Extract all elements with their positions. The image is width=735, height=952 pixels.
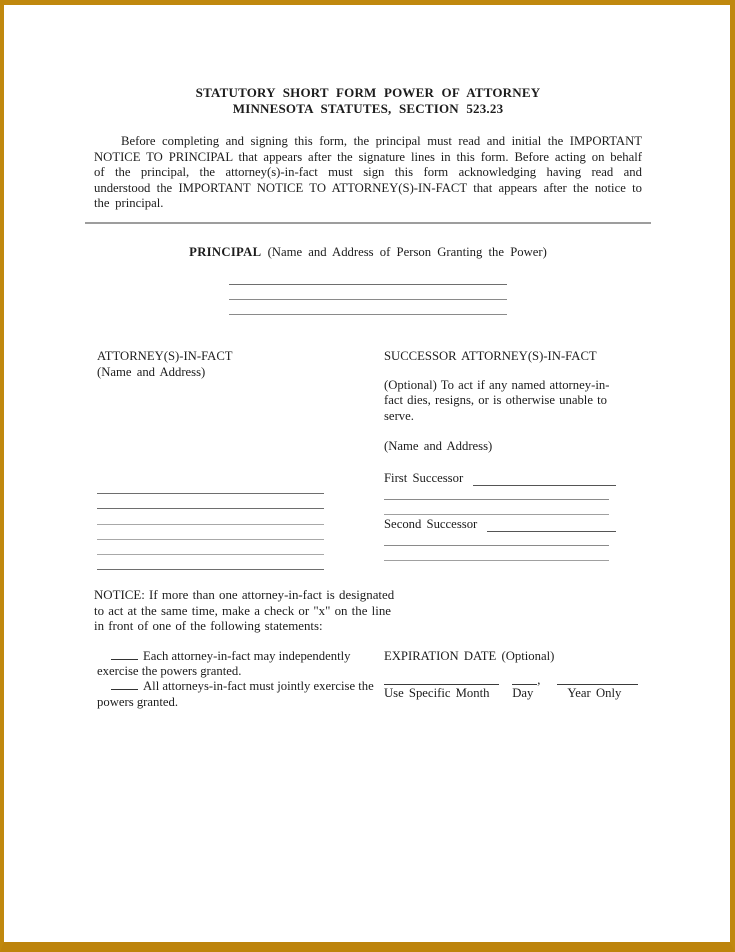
- second-successor-name-line[interactable]: [487, 519, 616, 532]
- expiration-day-line[interactable]: [512, 673, 537, 685]
- first-successor-label: First Successor: [384, 471, 464, 486]
- intro-paragraph: Before completing and signing this form, the principal must read and initial the IMPORTANT NOTICE TO PRINCIPAL that appears after the signature lines in this form. Before acting on behalf of the principal, the attorney(s)-in-fact must sign this form acknowledging having read and understood the IMPORTANT NOTICE TO ATTORNEY(S)-IN-FACT that appears after the notice to the principal.: [94, 134, 642, 211]
- expiration-labels: [384, 686, 638, 701]
- expiration-comma: ,: [537, 672, 541, 687]
- notice-paragraph: NOTICE: If more than one attorney-in-fact is designated to act at the same time, make a check or "x" on the line in front of one of the following statements:: [94, 588, 395, 634]
- principal-address-line-2[interactable]: [229, 300, 507, 315]
- attorney-fill-lines: [97, 479, 324, 570]
- attorney-column: [94, 348, 384, 570]
- attorney-line-2[interactable]: [97, 494, 324, 509]
- expiration-month-label: Use Specific Month: [384, 685, 490, 700]
- option-joint-checkline[interactable]: [111, 679, 138, 690]
- expiration-day-label: Day: [512, 685, 534, 700]
- first-successor-address-line-2[interactable]: [384, 500, 609, 515]
- first-successor-address-line-1[interactable]: [384, 486, 609, 500]
- option-joint-text: All attorneys-in-fact must jointly exercise the powers granted.: [97, 679, 374, 709]
- form-title: [94, 85, 642, 117]
- option-independent: [97, 649, 384, 680]
- section-divider: [85, 222, 651, 224]
- second-successor-row: [384, 517, 616, 532]
- form-title-line1: STATUTORY SHORT FORM POWER OF ATTORNEY: [195, 85, 541, 100]
- attorney-line-4[interactable]: [97, 525, 324, 540]
- option-joint: [97, 679, 384, 710]
- bottom-row: [94, 649, 642, 710]
- principal-fill-lines: [229, 270, 507, 315]
- expiration-month-line[interactable]: [384, 673, 499, 685]
- form-content: [4, 5, 730, 710]
- principal-address-line-1[interactable]: [229, 285, 507, 300]
- principal-sublabel: (Name and Address of Person Granting the Power): [267, 244, 547, 259]
- attorney-subheading: (Name and Address): [97, 364, 206, 379]
- first-successor-name-line[interactable]: [473, 473, 616, 486]
- principal-name-line[interactable]: [229, 270, 507, 285]
- second-successor-address-line-1[interactable]: [384, 532, 609, 546]
- attorney-line-1[interactable]: [97, 479, 324, 494]
- notice-options: [94, 649, 384, 710]
- attorney-line-3[interactable]: [97, 509, 324, 524]
- second-successor-address-line-2[interactable]: [384, 546, 609, 561]
- attorney-successor-columns: [94, 348, 642, 570]
- expiration-year-line[interactable]: [557, 673, 638, 685]
- principal-heading: [94, 245, 642, 260]
- option-independent-text: Each attorney-in-fact may independently exercise the powers granted.: [97, 648, 351, 679]
- option-independent-checkline[interactable]: [111, 649, 138, 660]
- expiration-fill-lines: [384, 673, 638, 685]
- successor-subheading: (Name and Address): [384, 439, 493, 454]
- form-title-line2: MINNESOTA STATUTES, SECTION 523.23: [232, 101, 504, 116]
- principal-label: PRINCIPAL: [189, 244, 262, 259]
- successor-optional-note: (Optional) To act if any named attorney-in-fact dies, resigns, or is otherwise unable to serve.: [384, 377, 610, 423]
- attorney-line-5[interactable]: [97, 540, 324, 555]
- first-successor-row: [384, 471, 616, 486]
- expiration-year-label: Year Only: [567, 685, 622, 700]
- expiration-section: [384, 649, 638, 710]
- successor-heading: SUCCESSOR ATTORNEY(S)-IN-FACT: [384, 348, 597, 363]
- second-successor-label: Second Successor: [384, 517, 478, 532]
- attorney-heading: ATTORNEY(S)-IN-FACT: [97, 348, 233, 363]
- expiration-heading: EXPIRATION DATE (Optional): [384, 648, 555, 663]
- attorney-line-6[interactable]: [97, 555, 324, 570]
- successor-column: [384, 348, 616, 570]
